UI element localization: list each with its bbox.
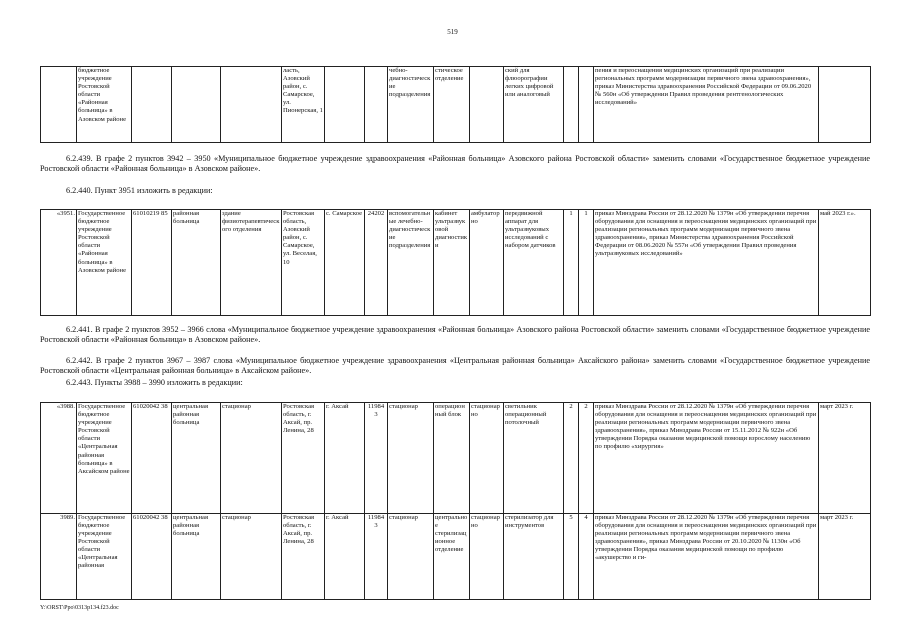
cell-term <box>819 67 871 143</box>
cell-term: март 2023 г. <box>819 403 871 514</box>
cell-q2: 4 <box>579 513 594 599</box>
cell-q1: 1 <box>564 210 579 316</box>
cell-locality: г. Аксай <box>325 403 365 514</box>
cell-org: Государственное бюджетное учреждение Ростовской области «Районная больница» в Азовском районе <box>77 210 132 316</box>
cell-num: «3951. <box>41 210 77 316</box>
cell-num: «3988. <box>41 403 77 514</box>
cell-equipment: светильник операционный потолочный <box>504 403 564 514</box>
cell-locality: с. Самарское <box>325 210 365 316</box>
equipment-table-3951 <box>40 209 871 316</box>
cell-unit: центральное стерилизационное отделение <box>434 513 470 599</box>
cell-q1 <box>564 67 579 143</box>
equipment-table-3988 <box>40 402 871 600</box>
cell-regime: стационарно <box>470 403 504 514</box>
cell-regime: стационарно <box>470 513 504 599</box>
cell-regime: амбулаторно <box>470 210 504 316</box>
cell-kind: чебно-диагностические подразделения <box>388 67 434 143</box>
cell-q2: 2 <box>579 403 594 514</box>
cell-kind: стационар <box>388 403 434 514</box>
cell-code: 61010219 85 <box>132 210 172 316</box>
paragraph-6-2-442: 6.2.442. В графе 2 пунктов 3967 – 3987 слова «Муниципальное бюджетное учреждение здравоохранения «Центральная районная больница» Аксайского района» заменить словами «Государственное бюджетное учреждение Ростовской области «Центральная районная больница» в Аксайском районе». <box>40 356 870 376</box>
cell-address: Ростовская область, г. Аксай, пр. Ленина, 28 <box>282 513 325 599</box>
cell-org: Государственное бюджетное учреждение Ростовской области «Центральная районная <box>77 513 132 599</box>
cell-unit: кабинет ультразвуковой диагностики <box>434 210 470 316</box>
paragraph-6-2-440: 6.2.440. Пункт 3951 изложить в редакции: <box>66 186 213 195</box>
file-path-footer: Y:\ORST\Ppo\0313p134.f23.doc <box>40 605 119 611</box>
cell-doc: приказ Минздрава России от 28.12.2020 № 1379н «Об утверждении перечня оборудования для оснащения и переоснащения медицинских организаций при реализации региональных программ модернизации первичного звена здравоохранения», приказ Минздрава России от 20.10.2020 № 1130н «Об утверждении Порядка оказания медицинской помощи по профилю «акушерство и ги- <box>594 513 819 599</box>
cell-index <box>365 67 388 143</box>
cell-num: 3989. <box>41 513 77 599</box>
cell-term: март 2023 г. <box>819 513 871 599</box>
cell-code: 61020042 38 <box>132 513 172 599</box>
cell-type: центральная районная больница <box>172 513 221 599</box>
cell-locality: г. Аксай <box>325 513 365 599</box>
cell-org: бюджетное учреждение Ростовской области «Районная больница» в Азовском районе <box>77 67 132 143</box>
cell-dept: здание физиотерапевтического отделения <box>221 210 282 316</box>
cell-doc: приказ Минздрава России от 28.12.2020 № 1379н «Об утверждении перечня оборудования для оснащения и переоснащения медицинских организаций при реализации региональных программ модернизации первичного звена здравоохранения», приказ Министерства здравоохранения Российской Федерации от 08.06.2020 № 557н «Об утверждении Правил проведения ультразвуковых исследований» <box>594 210 819 316</box>
cell-code: 61020042 38 <box>132 403 172 514</box>
cell-index: 11984 3 <box>365 403 388 514</box>
cell-doc: пения и переоснащения медицинских организаций при реализации региональных программ модернизации первичного звена здравоохранения», приказ Министерства здравоохранения Российской Федерации от 09.06.2020 № 560н «Об утверждении Правил проведения рентгенологических исследований» <box>594 67 819 143</box>
table-row <box>41 513 871 599</box>
cell-address: Ростовская область, Азовский район, с. Самарское, ул. Веселая, 10 <box>282 210 325 316</box>
cell-q1: 5 <box>564 513 579 599</box>
cell-q1: 2 <box>564 403 579 514</box>
cell-equipment: ский для флюорографии легких цифровой или аналоговый <box>504 67 564 143</box>
cell-address: Ростовская область, г. Аксай, пр. Ленина, 28 <box>282 403 325 514</box>
cell-code <box>132 67 172 143</box>
cell-org: Государственное бюджетное учреждение Ростовской области «Центральная районная больница» в Аксайском районе <box>77 403 132 514</box>
cell-q2: 1 <box>579 210 594 316</box>
cell-index: 11984 3 <box>365 513 388 599</box>
cell-address: ласть, Азовский район, с. Самарское, ул. Пионерская, 1 <box>282 67 325 143</box>
cell-doc: приказ Минздрава России от 28.12.2020 № 1379н «Об утверждении перечня оборудования для оснащения и переоснащения медицинских организаций при реализации региональных программ модернизации первичного звена здравоохранения», приказ Минздрава России от 15.11.2012 № 922н «Об утверждении Порядка оказания медицинской помощи взрослому населению по профилю «хирургия» <box>594 403 819 514</box>
cell-locality <box>325 67 365 143</box>
cell-type: центральная районная больница <box>172 403 221 514</box>
table-row <box>41 67 871 143</box>
table-row <box>41 210 871 316</box>
cell-q2 <box>579 67 594 143</box>
cell-type: районная больница <box>172 210 221 316</box>
cell-unit: операционный блок <box>434 403 470 514</box>
cell-equipment: стерилизатор для инструментов <box>504 513 564 599</box>
cell-unit: стическое отделение <box>434 67 470 143</box>
cell-regime <box>470 67 504 143</box>
cell-type <box>172 67 221 143</box>
cell-kind: вспомогательные лечебно-диагностические подразделения <box>388 210 434 316</box>
paragraph-6-2-439: 6.2.439. В графе 2 пунктов 3942 – 3950 «Муниципальное бюджетное учреждение здравоохранения «Районная больница» Азовского района Ростовской области» заменить словами «Государственное бюджетное учреждение Ростовской области «Районная больница» в Азовском районе». <box>40 154 870 174</box>
cell-dept: стационар <box>221 403 282 514</box>
cell-index: 24202 <box>365 210 388 316</box>
equipment-table-continuation <box>40 66 871 143</box>
cell-equipment: передвижной аппарат для ультразвуковых исследований с набором датчиков <box>504 210 564 316</box>
cell-kind: стационар <box>388 513 434 599</box>
cell-dept <box>221 67 282 143</box>
paragraph-6-2-443: 6.2.443. Пункты 3988 – 3990 изложить в редакции: <box>66 378 243 387</box>
cell-term: май 2023 г.». <box>819 210 871 316</box>
table-row <box>41 403 871 514</box>
page-number: 519 <box>447 28 458 36</box>
paragraph-6-2-441: 6.2.441. В графе 2 пунктов 3952 – 3966 слова «Муниципальное бюджетное учреждение здравоохранения «Районная больница» Азовского района Ростовской области» заменить словами «Государственное бюджетное учреждение Ростовской области «Районная больница» в Азовском районе». <box>40 325 870 345</box>
cell-dept: стационар <box>221 513 282 599</box>
cell-num <box>41 67 77 143</box>
